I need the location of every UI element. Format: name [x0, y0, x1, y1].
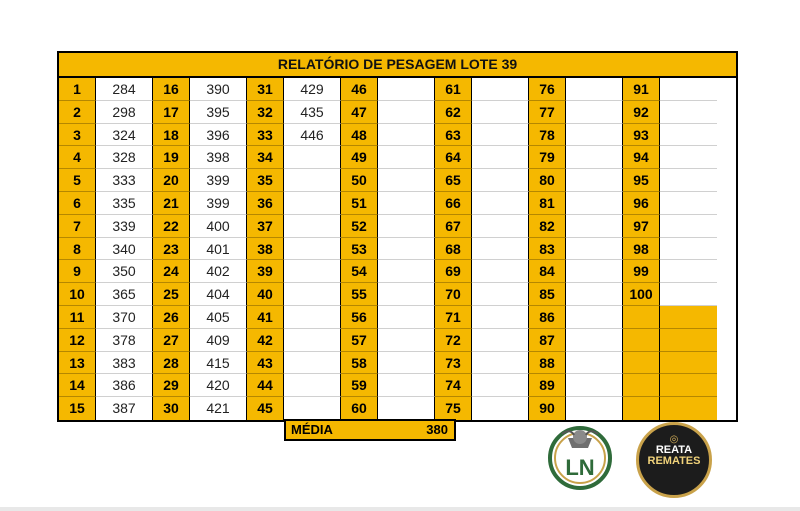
weight-cell: 405 [190, 306, 247, 329]
weight-cell: 298 [96, 101, 153, 124]
weight-cell: 404 [190, 283, 247, 306]
average-label: MÉDIA [291, 422, 333, 437]
lot-number-cell: 80 [529, 169, 566, 192]
weight-cell [472, 306, 529, 329]
weight-cell [660, 260, 717, 283]
weight-cell [660, 101, 717, 124]
lot-number-cell: 19 [153, 146, 190, 169]
lot-number-cell: 17 [153, 101, 190, 124]
weight-cell [284, 329, 341, 352]
lot-number-cell [623, 352, 660, 375]
weight-cell [378, 169, 435, 192]
lot-number-cell: 2 [59, 101, 96, 124]
logo-line2: REMATES [647, 455, 701, 467]
weight-cell [660, 192, 717, 215]
average-box [284, 419, 456, 441]
lot-number-cell: 82 [529, 215, 566, 238]
weight-cell [566, 215, 623, 238]
weight-cell [378, 78, 435, 101]
weight-cell [472, 283, 529, 306]
lot-number-cell: 73 [435, 352, 472, 375]
lot-number-cell: 14 [59, 374, 96, 397]
lot-number-cell: 63 [435, 124, 472, 147]
weight-cell: 350 [96, 260, 153, 283]
weight-cell [660, 329, 717, 352]
weight-cell [472, 192, 529, 215]
weight-cell [284, 238, 341, 261]
lot-number-cell: 6 [59, 192, 96, 215]
weight-cell [284, 260, 341, 283]
weight-cell [660, 124, 717, 147]
lot-number-cell: 40 [247, 283, 284, 306]
weight-cell: 401 [190, 238, 247, 261]
lot-number-cell: 60 [341, 397, 378, 420]
weight-cell [378, 397, 435, 420]
weight-cell [284, 169, 341, 192]
weight-cell: 390 [190, 78, 247, 101]
lot-number-cell: 47 [341, 101, 378, 124]
weight-cell [566, 374, 623, 397]
weight-cell: 340 [96, 238, 153, 261]
lot-number-cell: 71 [435, 306, 472, 329]
lot-number-cell: 62 [435, 101, 472, 124]
weight-cell [660, 397, 717, 420]
weight-cell: 365 [96, 283, 153, 306]
bottom-scrollbar[interactable] [0, 507, 800, 511]
weight-cell [378, 215, 435, 238]
lot-number-cell: 20 [153, 169, 190, 192]
weight-cell [378, 260, 435, 283]
lot-number-cell: 50 [341, 169, 378, 192]
svg-text:LN: LN [565, 455, 595, 480]
weight-cell: 387 [96, 397, 153, 420]
lot-number-cell: 79 [529, 146, 566, 169]
weight-cell [284, 192, 341, 215]
weight-cell: 396 [190, 124, 247, 147]
weight-cell [660, 352, 717, 375]
lot-number-cell: 3 [59, 124, 96, 147]
lot-number-cell: 26 [153, 306, 190, 329]
lot-number-cell: 57 [341, 329, 378, 352]
weight-cell: 328 [96, 146, 153, 169]
lot-number-cell: 25 [153, 283, 190, 306]
lot-number-cell: 34 [247, 146, 284, 169]
lot-number-cell: 53 [341, 238, 378, 261]
lot-number-cell: 46 [341, 78, 378, 101]
weight-cell [378, 238, 435, 261]
weight-cell [472, 260, 529, 283]
weight-cell: 435 [284, 101, 341, 124]
weight-cell: 420 [190, 374, 247, 397]
lot-number-cell: 28 [153, 352, 190, 375]
lot-number-cell: 100 [623, 283, 660, 306]
logo-line1: REATA [655, 444, 693, 456]
weight-cell [566, 169, 623, 192]
lot-number-cell: 74 [435, 374, 472, 397]
ln-cattle-logo-icon [544, 420, 616, 492]
weight-cell [472, 352, 529, 375]
lot-number-cell: 35 [247, 169, 284, 192]
weight-cell [660, 374, 717, 397]
weight-cell [284, 397, 341, 420]
weight-cell [660, 169, 717, 192]
weight-cell: 446 [284, 124, 341, 147]
lot-number-cell: 8 [59, 238, 96, 261]
weight-cell [284, 283, 341, 306]
lot-number-cell: 55 [341, 283, 378, 306]
weight-cell [378, 124, 435, 147]
weight-cell [566, 352, 623, 375]
lot-number-cell: 67 [435, 215, 472, 238]
weight-cell [284, 146, 341, 169]
weight-cell: 395 [190, 101, 247, 124]
lot-number-cell: 94 [623, 146, 660, 169]
weight-cell: 398 [190, 146, 247, 169]
lot-number-cell: 61 [435, 78, 472, 101]
weight-cell: 339 [96, 215, 153, 238]
weight-cell: 333 [96, 169, 153, 192]
lot-number-cell: 72 [435, 329, 472, 352]
weight-cell [472, 124, 529, 147]
weight-cell [660, 238, 717, 261]
weight-cell [566, 283, 623, 306]
weight-cell [472, 146, 529, 169]
lot-number-cell: 38 [247, 238, 284, 261]
weight-cell [472, 238, 529, 261]
lot-number-cell: 39 [247, 260, 284, 283]
weight-cell: 402 [190, 260, 247, 283]
weight-cell [566, 260, 623, 283]
lot-number-cell: 64 [435, 146, 472, 169]
lot-number-cell: 59 [341, 374, 378, 397]
weight-cell [472, 374, 529, 397]
weight-cell [472, 101, 529, 124]
lot-number-cell [623, 374, 660, 397]
weight-cell [660, 283, 717, 306]
lot-number-cell: 1 [59, 78, 96, 101]
lot-number-cell: 18 [153, 124, 190, 147]
lot-number-cell: 16 [153, 78, 190, 101]
lot-number-cell: 97 [623, 215, 660, 238]
weight-cell [660, 306, 717, 329]
lot-number-cell: 5 [59, 169, 96, 192]
lot-number-cell: 89 [529, 374, 566, 397]
lot-number-cell: 75 [435, 397, 472, 420]
lot-number-cell: 7 [59, 215, 96, 238]
weight-cell [378, 101, 435, 124]
weight-cell [378, 374, 435, 397]
weight-cell: 370 [96, 306, 153, 329]
lot-number-cell: 27 [153, 329, 190, 352]
weight-cell [284, 215, 341, 238]
lot-number-cell: 12 [59, 329, 96, 352]
lot-number-cell: 41 [247, 306, 284, 329]
lot-number-cell: 95 [623, 169, 660, 192]
weight-cell: 400 [190, 215, 247, 238]
weight-cell [566, 124, 623, 147]
lot-number-cell: 13 [59, 352, 96, 375]
weight-cell: 399 [190, 169, 247, 192]
lot-number-cell: 21 [153, 192, 190, 215]
lot-number-cell: 32 [247, 101, 284, 124]
weight-cell [284, 306, 341, 329]
weight-cell [566, 329, 623, 352]
lot-number-cell: 24 [153, 260, 190, 283]
lot-number-cell: 65 [435, 169, 472, 192]
weight-cell: 429 [284, 78, 341, 101]
report-title: RELATÓRIO DE PESAGEM LOTE 39 [59, 53, 736, 78]
lot-number-cell: 83 [529, 238, 566, 261]
weight-cell [566, 192, 623, 215]
lot-number-cell: 88 [529, 352, 566, 375]
lot-number-cell: 51 [341, 192, 378, 215]
weight-cell [472, 397, 529, 420]
lot-number-cell: 22 [153, 215, 190, 238]
lot-number-cell: 44 [247, 374, 284, 397]
weight-cell [660, 146, 717, 169]
lot-number-cell: 70 [435, 283, 472, 306]
weight-cell: 409 [190, 329, 247, 352]
lot-number-cell: 56 [341, 306, 378, 329]
weight-cell [378, 192, 435, 215]
lot-number-cell: 45 [247, 397, 284, 420]
lot-number-cell: 42 [247, 329, 284, 352]
weight-cell: 378 [96, 329, 153, 352]
weight-cell [566, 146, 623, 169]
weight-cell [378, 306, 435, 329]
lot-number-cell: 29 [153, 374, 190, 397]
lot-number-cell: 93 [623, 124, 660, 147]
weight-cell [566, 306, 623, 329]
lot-number-cell: 37 [247, 215, 284, 238]
lot-number-cell: 52 [341, 215, 378, 238]
weight-cell [378, 352, 435, 375]
lot-number-cell: 58 [341, 352, 378, 375]
reata-remates-logo [636, 422, 712, 498]
lot-number-cell [623, 306, 660, 329]
weight-cell [566, 101, 623, 124]
lot-number-cell: 23 [153, 238, 190, 261]
average-value: 380 [426, 422, 448, 437]
weight-cell: 383 [96, 352, 153, 375]
lot-number-cell: 76 [529, 78, 566, 101]
lot-number-cell: 85 [529, 283, 566, 306]
lot-number-cell: 30 [153, 397, 190, 420]
weight-cell: 335 [96, 192, 153, 215]
lot-number-cell: 84 [529, 260, 566, 283]
lot-number-cell: 43 [247, 352, 284, 375]
lot-number-cell: 92 [623, 101, 660, 124]
lot-number-cell: 68 [435, 238, 472, 261]
lot-number-cell: 49 [341, 146, 378, 169]
weight-cell: 284 [96, 78, 153, 101]
lot-number-cell [623, 397, 660, 420]
weight-cell [472, 169, 529, 192]
lot-number-cell: 99 [623, 260, 660, 283]
lot-number-cell: 90 [529, 397, 566, 420]
lot-number-cell: 86 [529, 306, 566, 329]
lot-number-cell: 54 [341, 260, 378, 283]
lot-number-cell: 77 [529, 101, 566, 124]
reata-emblem-icon: ◎ [669, 434, 679, 445]
lot-number-cell: 66 [435, 192, 472, 215]
weight-grid [59, 78, 736, 420]
weight-cell: 421 [190, 397, 247, 420]
lot-number-cell: 69 [435, 260, 472, 283]
weight-cell [472, 78, 529, 101]
weight-cell: 415 [190, 352, 247, 375]
weight-cell [660, 78, 717, 101]
lot-number-cell [623, 329, 660, 352]
weight-cell: 399 [190, 192, 247, 215]
lot-number-cell: 11 [59, 306, 96, 329]
weight-cell [284, 352, 341, 375]
lot-number-cell: 33 [247, 124, 284, 147]
weighing-report-table [57, 51, 738, 422]
lot-number-cell: 10 [59, 283, 96, 306]
weight-cell [378, 146, 435, 169]
weight-cell [472, 329, 529, 352]
weight-cell [660, 215, 717, 238]
lot-number-cell: 31 [247, 78, 284, 101]
weight-cell [472, 215, 529, 238]
lot-number-cell: 91 [623, 78, 660, 101]
weight-cell [566, 78, 623, 101]
weight-cell [566, 397, 623, 420]
weight-cell [566, 238, 623, 261]
lot-number-cell: 9 [59, 260, 96, 283]
lot-number-cell: 96 [623, 192, 660, 215]
weight-cell: 386 [96, 374, 153, 397]
lot-number-cell: 4 [59, 146, 96, 169]
lot-number-cell: 15 [59, 397, 96, 420]
lot-number-cell: 81 [529, 192, 566, 215]
weight-cell: 324 [96, 124, 153, 147]
lot-number-cell: 36 [247, 192, 284, 215]
lot-number-cell: 48 [341, 124, 378, 147]
lot-number-cell: 87 [529, 329, 566, 352]
weight-cell [378, 329, 435, 352]
lot-number-cell: 78 [529, 124, 566, 147]
weight-cell [378, 283, 435, 306]
weight-cell [284, 374, 341, 397]
lot-number-cell: 98 [623, 238, 660, 261]
